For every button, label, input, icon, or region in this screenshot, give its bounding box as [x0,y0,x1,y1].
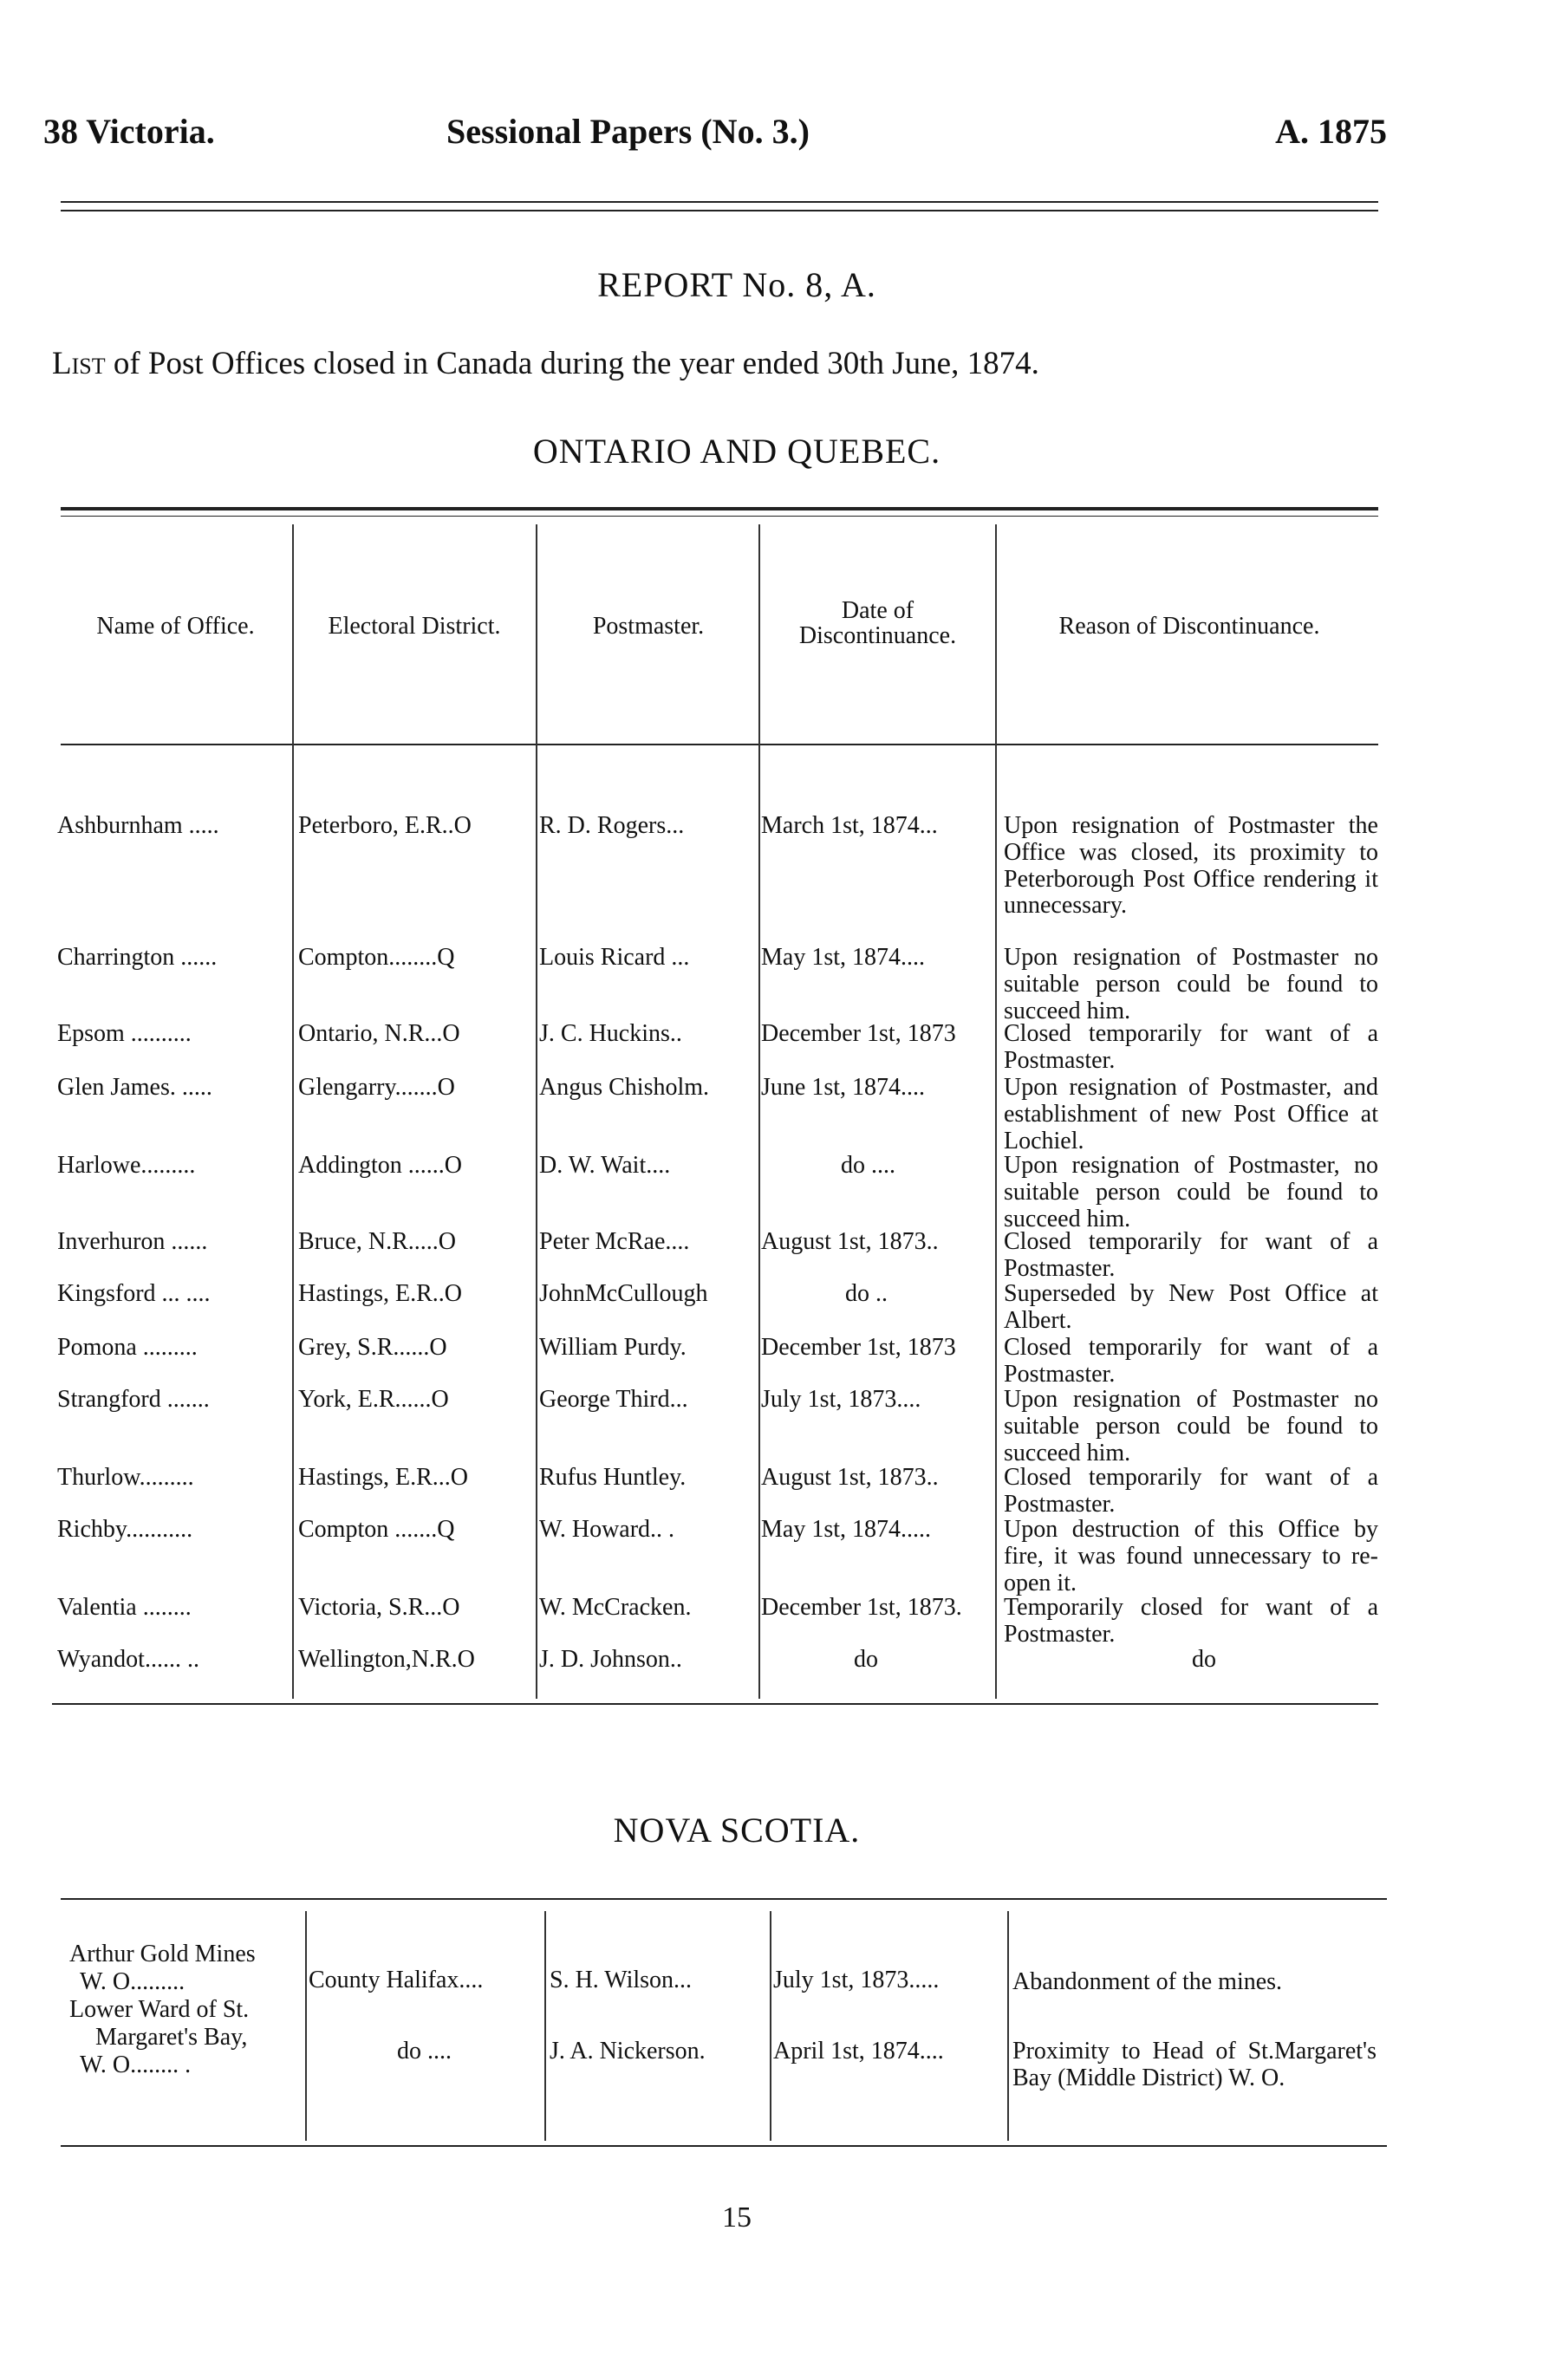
office-name: Pomona ......... [57,1334,198,1361]
column-divider-4 [995,524,997,1699]
electoral-district: Wellington,N.R.O [298,1646,475,1673]
postmaster: William Purdy. [539,1334,687,1361]
discontinuance-date: April 1st, 1874.... [773,2038,944,2065]
ns-table-bottom-rule [61,2145,1387,2147]
office-name: Harlowe......... [57,1152,196,1179]
electoral-district: Compton........Q [298,944,455,971]
column-header-name: Name of Office. [96,613,255,640]
electoral-district: County Halifax.... [309,1967,484,1993]
electoral-district: Victoria, S.R...O [298,1594,460,1621]
office-name-line-1: Lower Ward of St. [69,1996,250,2023]
discontinuance-reason: Upon resignation of Postmaster no suitable person could be found to succeed him. [1004,944,1378,1024]
list-caption-first-word: List [52,346,106,381]
office-name: Charrington ...... [57,944,218,971]
discontinuance-reason: Upon resignation of Postmaster no suitable person could be found to succeed him. [1004,1386,1378,1466]
discontinuance-reason: Temporarily closed for want of a Postmaster. [1004,1594,1378,1648]
discontinuance-date: March 1st, 1874... [761,812,938,839]
electoral-district: York, E.R......O [298,1386,449,1413]
office-name: Strangford ....... [57,1386,210,1413]
postmaster: R. D. Rogers... [539,812,685,839]
header-rule-bottom [61,210,1378,211]
electoral-district: do .... [397,2038,452,2065]
discontinuance-date: July 1st, 1873..... [773,1967,940,1993]
page-number: 15 [722,2201,752,2234]
office-name-line-2: Margaret's Bay, [95,2024,248,2051]
list-caption-text: of Post Offices closed in Canada during the year ended 30th June, 1874. [113,346,1039,381]
postmaster: George Third... [539,1386,688,1413]
postmaster: W. McCracken. [539,1594,692,1621]
table-top-rule-thin [61,516,1378,517]
column-header-district: Electoral District. [328,613,501,640]
postmaster: J. A. Nickerson. [550,2038,706,2065]
electoral-district: Addington ......O [298,1152,462,1179]
running-header [43,111,1387,163]
office-name: Wyandot...... .. [57,1646,199,1673]
list-caption [52,345,1387,382]
report-title: REPORT No. 8, A. [597,265,876,304]
electoral-district: Grey, S.R......O [298,1334,447,1361]
ns-column-divider-1 [305,1911,307,2141]
office-name: Epsom .......... [57,1020,192,1047]
header-rule-top [61,201,1378,203]
discontinuance-reason: Abandonment of the mines. [1012,1968,1283,1995]
discontinuance-reason: Upon destruction of this Office by fire, it was found unnecessary to re-open it. [1004,1516,1378,1596]
electoral-district: Hastings, E.R..O [298,1280,462,1307]
electoral-district: Bruce, N.R.....O [298,1228,456,1255]
column-header-postmaster: Postmaster. [592,613,705,640]
discontinuance-date: August 1st, 1873.. [761,1228,939,1255]
header-session: 38 Victoria. [43,112,215,151]
postmaster: J. D. Johnson.. [539,1646,682,1673]
column-header-date: Date of Discontinuance. [798,597,957,650]
office-name: Ashburnham ..... [57,812,219,839]
postmaster: JohnMcCullough [539,1280,708,1307]
office-name-line-1: Arthur Gold Mines [69,1941,256,1967]
discontinuance-date: December 1st, 1873. [761,1594,962,1621]
column-divider-2 [536,524,537,1699]
postmaster: Rufus Huntley. [539,1464,687,1491]
region-title-ontario-quebec: ONTARIO AND QUEBEC. [532,432,941,471]
table-header-rule [61,744,1378,745]
discontinuance-reason: Upon resignation of Postmaster the Office was closed, its proximity to Peterborough Post Office rendering it unnecessary. [1004,812,1378,920]
electoral-district: Glengarry.......O [298,1074,455,1101]
discontinuance-date: May 1st, 1874..... [761,1516,931,1543]
electoral-district: Compton .......Q [298,1516,455,1543]
postmaster: W. Howard.. . [539,1516,675,1543]
discontinuance-reason: Closed temporarily for want of a Postmaster. [1004,1020,1378,1074]
postmaster: D. W. Wait.... [539,1152,671,1179]
office-name: Kingsford ... .... [57,1280,211,1307]
discontinuance-date: August 1st, 1873.. [761,1464,939,1491]
office-name: Inverhuron ...... [57,1228,208,1255]
column-divider-3 [758,524,760,1699]
table-top-rule [61,507,1378,510]
ns-column-divider-4 [1007,1911,1009,2141]
postmaster: Angus Chisholm. [539,1074,710,1101]
table-bottom-rule [52,1703,1378,1705]
electoral-district: Peterboro, E.R..O [298,812,472,839]
office-name: Thurlow......... [57,1464,194,1491]
electoral-district: Ontario, N.R...O [298,1020,460,1047]
discontinuance-reason: Closed temporarily for want of a Postmaster. [1004,1334,1378,1388]
discontinuance-reason: Upon resignation of Postmaster, no suitable person could be found to succeed him. [1004,1152,1378,1232]
office-name: Valentia ........ [57,1594,192,1621]
header-sessional-papers: Sessional Papers (No. 3.) [446,112,810,151]
office-name: Glen James. ..... [57,1074,212,1101]
discontinuance-date: do .... [841,1152,895,1179]
ns-column-divider-2 [544,1911,546,2141]
discontinuance-date: June 1st, 1874.... [761,1074,925,1101]
ns-column-divider-3 [770,1911,771,2141]
discontinuance-reason: Proximity to Head of St.Margaret's Bay (Middle District) W. O. [1012,2038,1377,2091]
postmaster: Peter McRae.... [539,1228,690,1255]
office-name: Richby........... [57,1516,193,1543]
discontinuance-reason: do [1192,1646,1216,1673]
discontinuance-date: May 1st, 1874.... [761,944,925,971]
discontinuance-date: do .. [845,1280,888,1307]
column-header-reason: Reason of Discontinuance. [1058,613,1320,640]
discontinuance-reason: Closed temporarily for want of a Postmaster. [1004,1228,1378,1282]
discontinuance-date: July 1st, 1873.... [761,1386,921,1413]
column-divider-1 [292,524,294,1699]
region-title-nova-scotia: NOVA SCOTIA. [613,1811,861,1850]
postmaster: J. C. Huckins.. [539,1020,682,1047]
postmaster: Louis Ricard ... [539,944,690,971]
discontinuance-reason: Upon resignation of Postmaster, and establishment of new Post Office at Lochiel. [1004,1074,1378,1154]
discontinuance-date: December 1st, 1873 [761,1020,956,1047]
discontinuance-reason: Closed temporarily for want of a Postmaster. [1004,1464,1378,1518]
electoral-district: Hastings, E.R...O [298,1464,468,1491]
office-name-line-2: W. O......... [80,1968,185,1995]
ns-table-top-rule [61,1898,1387,1900]
postmaster: S. H. Wilson... [550,1967,693,1993]
discontinuance-reason: Superseded by New Post Office at Albert. [1004,1280,1378,1334]
discontinuance-date: do [854,1646,878,1673]
office-name-line-3: W. O........ . [80,2052,192,2078]
discontinuance-date: December 1st, 1873 [761,1334,956,1361]
header-year: A. 1875 [1275,112,1387,151]
